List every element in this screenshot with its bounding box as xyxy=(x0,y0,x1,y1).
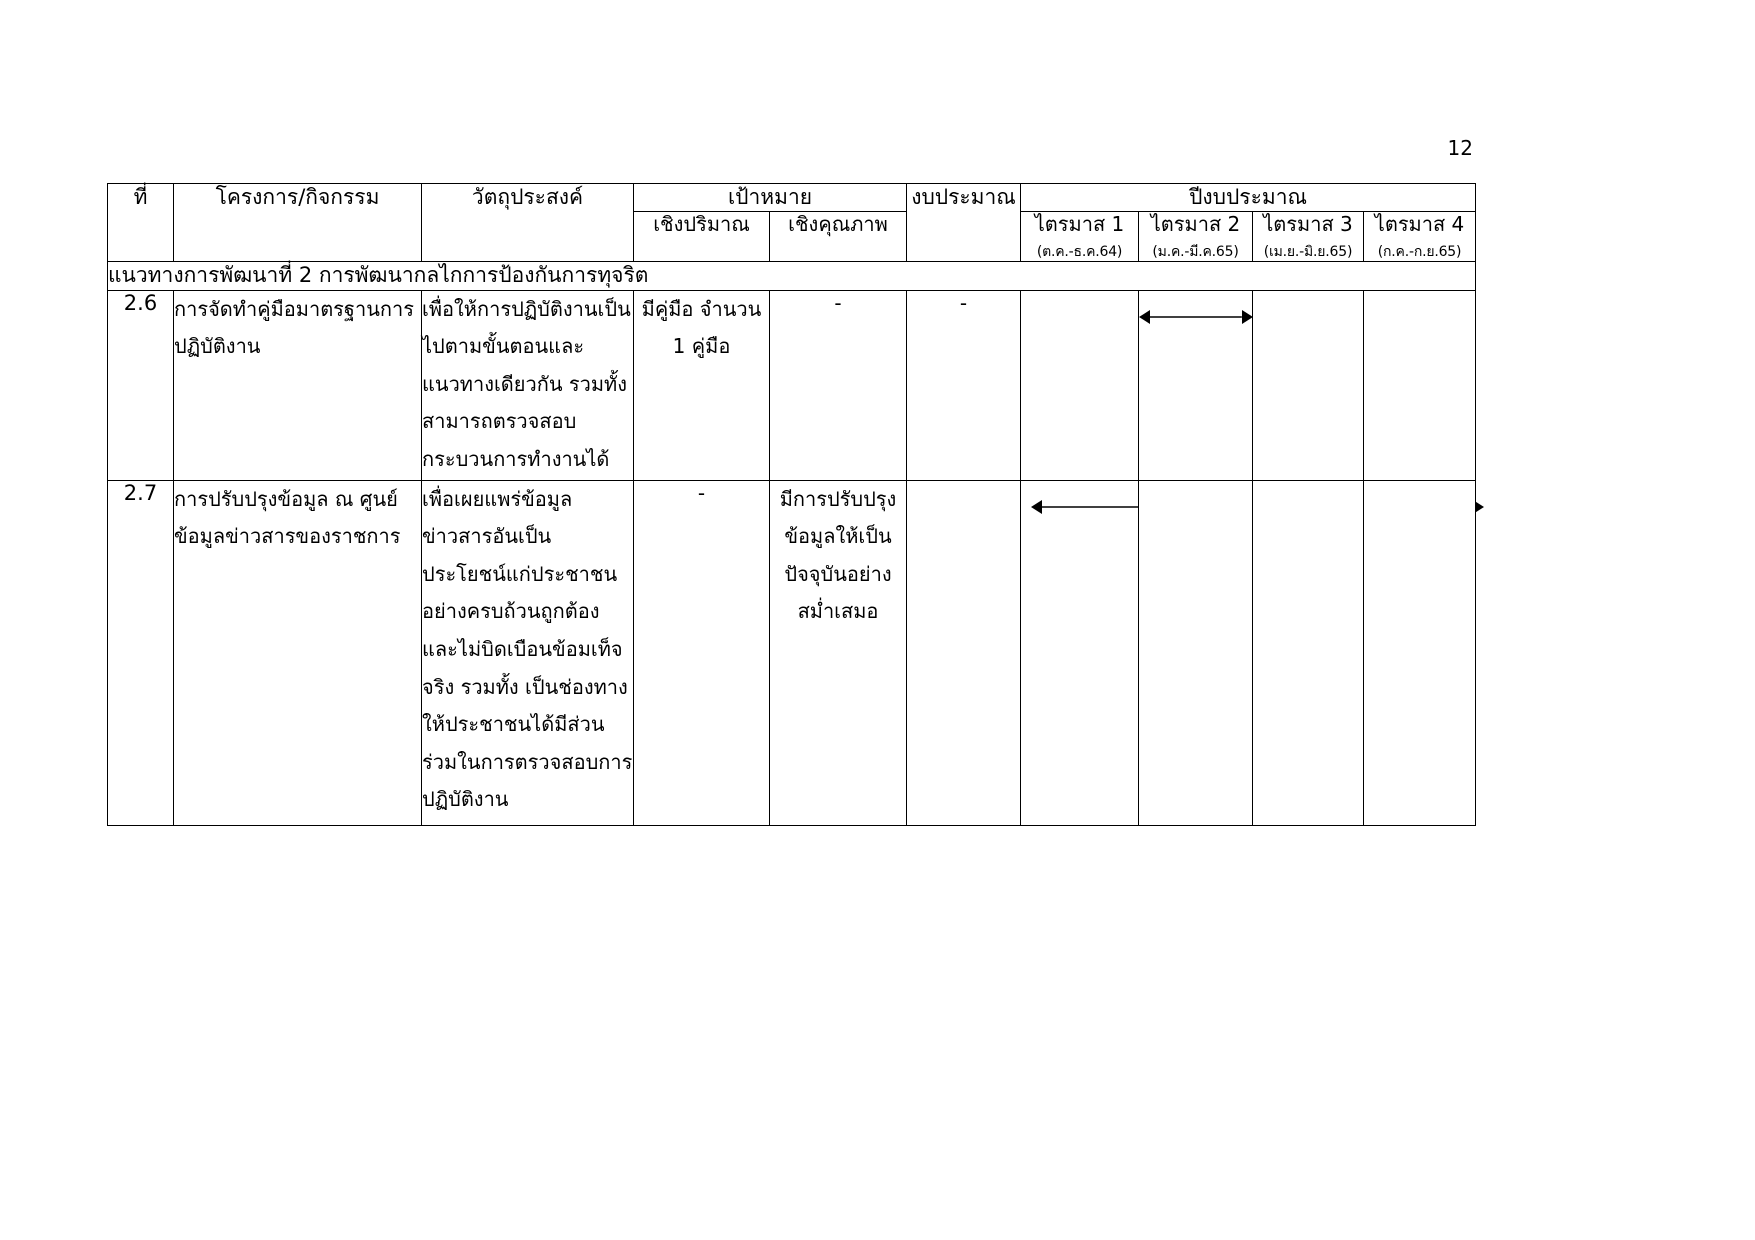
row-target-qualitative: มีการปรับปรุงข้อมูลให้เป็นปัจจุบันอย่างสม่ำเสมอ xyxy=(770,480,907,825)
table-row xyxy=(108,290,1476,480)
row-quarter-4-cell xyxy=(1364,290,1476,480)
row-quarter-4-cell xyxy=(1364,480,1476,825)
row-project: การจัดทำคู่มือมาตรฐานการปฏิบัติงาน xyxy=(174,290,422,480)
timeline-arrow-row-2-6 xyxy=(1139,307,1252,327)
row-quarter-1-cell xyxy=(1021,480,1139,825)
row-budget: - xyxy=(907,290,1021,480)
row-quarter-2-cell xyxy=(1139,290,1253,480)
header-project: โครงการ/กิจกรรม xyxy=(174,184,422,262)
quarter-3-date: (เม.ย.-มิ.ย.65) xyxy=(1263,243,1353,260)
quarter-1-date: (ต.ค.-ธ.ค.64) xyxy=(1036,243,1123,260)
quarter-1-label: ไตรมาส 1 xyxy=(1034,211,1125,236)
row-target-quantitative: มีคู่มือ จำนวน 1 คู่มือ xyxy=(634,290,770,480)
row-quarter-2-cell xyxy=(1139,480,1253,825)
table-header-row-1 xyxy=(108,184,1476,212)
row-no: 2.7 xyxy=(108,480,174,825)
header-fiscal-year: ปีงบประมาณ xyxy=(1021,184,1476,212)
section-band-row xyxy=(108,262,1476,290)
row-no: 2.6 xyxy=(108,290,174,480)
table-body xyxy=(108,262,1476,825)
header-budget: งบประมาณ xyxy=(907,184,1021,262)
table-row xyxy=(108,480,1476,825)
header-target-quantitative: เชิงปริมาณ xyxy=(634,211,770,262)
row-objective: เพื่อเผยแพร่ข้อมูลข่าวสารอันเป็นประโยชน์แก่ประชาชนอย่างครบถ้วนถูกต้องและไม่บิดเบือนข้อมเท็จจริง รวมทั้ง เป็นช่องทางให้ประชาชนได้มีส่วนร่วมในการตรวจสอบการปฏิบัติงาน xyxy=(422,480,634,825)
section-band-label: แนวทางการพัฒนาที่ 2 การพัฒนากลไกการป้องกันการทุจริต xyxy=(108,262,1476,290)
header-quarter-3 xyxy=(1253,211,1364,262)
row-quarter-3-cell xyxy=(1253,480,1364,825)
row-target-qualitative: - xyxy=(770,290,907,480)
header-no: ที่ xyxy=(108,184,174,262)
quarter-2-label: ไตรมาส 2 xyxy=(1150,211,1241,236)
row-objective: เพื่อให้การปฏิบัติงานเป็นไปตามขั้นตอนและแนวทางเดียวกัน รวมทั้งสามารถตรวจสอบกระบวนการทำงานได้ xyxy=(422,290,634,480)
row-target-quantitative: - xyxy=(634,480,770,825)
quarter-2-date: (ม.ค.-มี.ค.65) xyxy=(1152,243,1239,260)
row-budget xyxy=(907,480,1021,825)
header-quarter-2 xyxy=(1139,211,1253,262)
header-quarter-4 xyxy=(1364,211,1476,262)
header-quarter-1 xyxy=(1021,211,1139,262)
header-target-group: เป้าหมาย xyxy=(634,184,907,212)
row-project: การปรับปรุงข้อมูล ณ ศูนย์ข้อมูลข่าวสารของราชการ xyxy=(174,480,422,825)
header-target-qualitative: เชิงคุณภาพ xyxy=(770,211,907,262)
quarter-4-date: (ก.ค.-ก.ย.65) xyxy=(1377,243,1462,260)
page-number: 12 xyxy=(1447,136,1473,160)
header-objective: วัตถุประสงค์ xyxy=(422,184,634,262)
action-plan-table xyxy=(107,183,1476,826)
row-quarter-3-cell xyxy=(1253,290,1364,480)
quarter-3-label: ไตรมาส 3 xyxy=(1263,211,1353,236)
quarter-4-label: ไตรมาส 4 xyxy=(1374,211,1465,236)
row-quarter-1-cell xyxy=(1021,290,1139,480)
